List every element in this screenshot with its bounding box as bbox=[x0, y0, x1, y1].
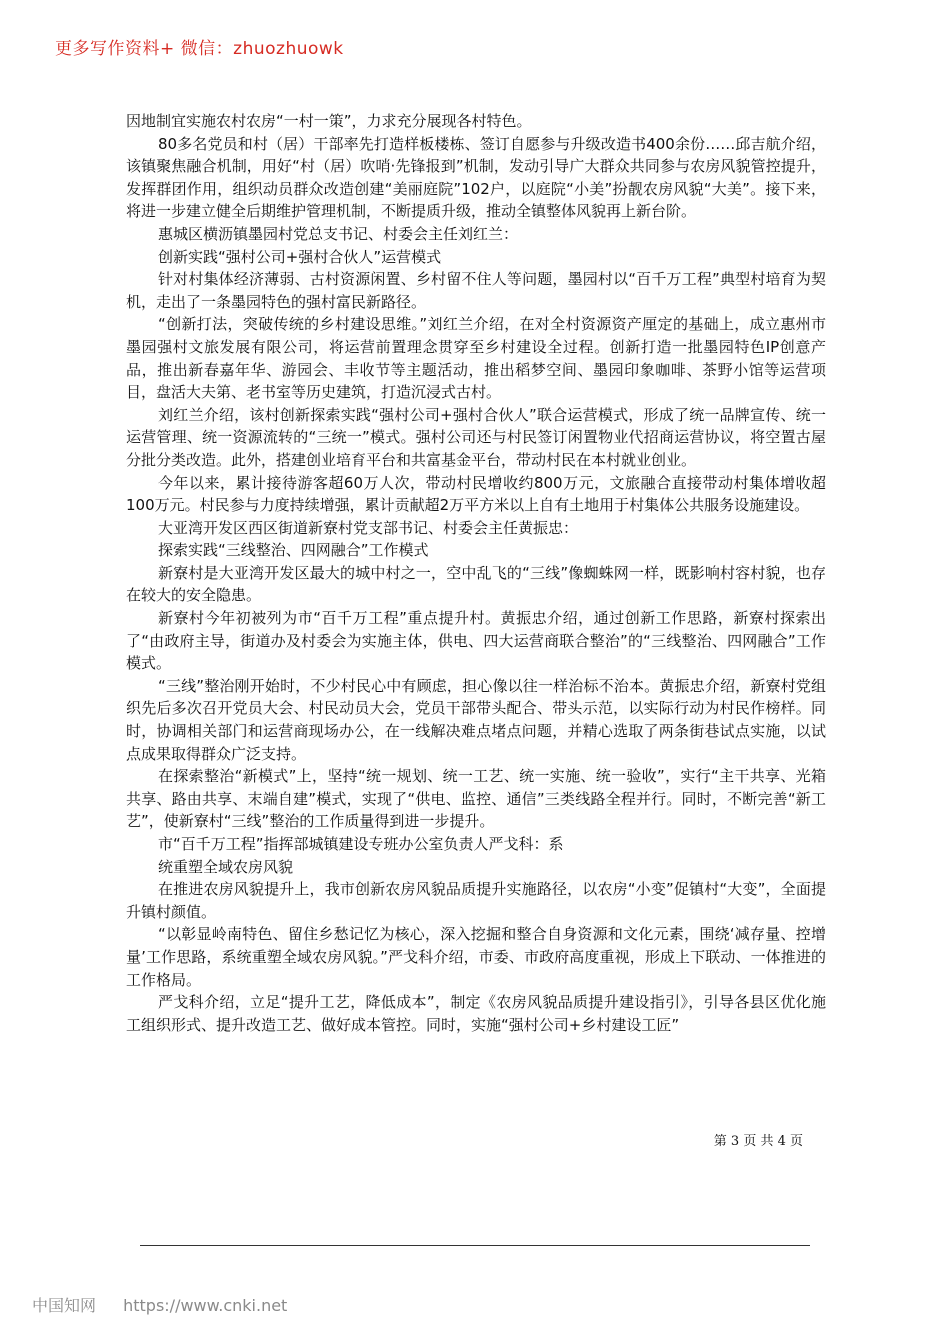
paragraph: 今年以来，累计接待游客超60万人次，带动村民增收约800万元，文旅融合直接带动村集体增收超100万元。村民参与力度持续增强，累计贡献超2万平方米以上自有土地用于村集体公共服务设施建设。 bbox=[126, 473, 826, 515]
section-heading: 创新实践“强村公司+强村合伙人”运营模式 bbox=[158, 247, 442, 266]
paragraph: 80多名党员和村（居）干部率先打造样板楼栋、签订自愿参与升级改造书400余份……邱吉航介绍，该镇聚焦融合机制，用好“村（居）吹哨·先锋报到”机制，发动引导广大群众共同参与农房风貌管控提升，发挥群团作用，组织动员群众改造创建“美丽庭院”102户，以庭院“小美”扮靓农房风貌“大美”。接下来，将进一步建立健全后期维护管理机制，不断提质升级，推动全镇整体风貌再上新台阶。 bbox=[126, 134, 826, 221]
section-heading: 统重塑全域农房风貌 bbox=[158, 857, 294, 876]
paragraph: 针对村集体经济薄弱、古村资源闲置、乡村留不住人等问题，墨园村以“百千万工程”典型村培育为契机，走出了一条墨园特色的强村富民新路径。 bbox=[126, 270, 826, 311]
paragraph: 在推进农房风貌提升上，我市创新农房风貌品质提升实施路径，以农房“小变”促镇村“大变”，全面提升镇村颜值。 bbox=[126, 880, 826, 921]
footer-site-name: 中国知网 bbox=[32, 1296, 97, 1315]
speaker-line: 惠城区横沥镇墨园村党总支书记、村委会主任刘红兰： bbox=[158, 224, 519, 243]
speaker-line: 大亚湾开发区西区街道新寮村党支部书记、村委会主任黄振忠： bbox=[158, 518, 579, 537]
page-number: 第 3 页 共 4 页 bbox=[713, 1134, 803, 1149]
paragraph: “创新打法，突破传统的乡村建设思维。”刘红兰介绍，在对全村资源资产厘定的基础上，成立惠州市墨园强村文旅发展有限公司，将运营前置理念贯穿至乡村建设全过程。创新打造一批墨园特色IP创意产品，推出新春嘉年华、游园会、丰收节等主题活动，推出稻梦空间、墨园印象咖啡、茶野小馆等运营项目，盘活大夫第、老书室等历史建筑，打造沉浸式古村。 bbox=[126, 315, 826, 402]
paragraph: 在探索整治“新模式”上，坚持“统一规划、统一工艺、统一实施、统一验收”，实行“主干共享、光箱共享、路由共享、末端自建”模式，实现了“供电、监控、通信”三类线路全程并行。同时，不断完善“新工艺”，使新寮村“三线”整治的工作质量得到进一步提升。 bbox=[126, 767, 826, 831]
paragraph: 新寮村是大亚湾开发区最大的城中村之一，空中乱飞的“三线”像蜘蛛网一样，既影响村容村貌，也存在较大的安全隐患。 bbox=[126, 563, 826, 605]
footer-url[interactable]: https://www.cnki.net bbox=[123, 1296, 288, 1315]
section-heading: 探索实践“三线整治、四网融合”工作模式 bbox=[158, 541, 429, 560]
speaker-line: 市“百千万工程”指挥部城镇建设专班办公室负责人严戈科：系 bbox=[158, 835, 564, 853]
article-body bbox=[126, 110, 826, 1036]
paragraph: “三线”整治刚开始时，不少村民心中有顾虑，担心像以往一样治标不治本。黄振忠介绍，新寮村党组织先后多次召开党员大会、村民动员大会，党员干部带头配合、带头示范，以实际行动为村民作榜样。同时，协调相关部门和运营商现场办公，在一线解决难点堵点问题，并精心选取了两条街巷试点实施，以试点成果取得群众广泛支持。 bbox=[126, 676, 826, 763]
paragraph: 严戈科介绍，立足“提升工艺，降低成本”，制定《农房风貌品质提升建设指引》，引导各县区优化施工组织形式、提升改造工艺、做好成本管控。同时，实施“强村公司+乡村建设工匠” bbox=[126, 993, 826, 1034]
paragraph: 刘红兰介绍，该村创新探索实践“强村公司+强村合伙人”联合运营模式，形成了统一品牌宣传、统一运营管理、统一资源流转的“三统一”模式。强村公司还与村民签订闲置物业代招商运营协议，将空置古屋分批分类改造。此外，搭建创业培育平台和共富基金平台，带动村民在本村就业创业。 bbox=[126, 405, 826, 469]
promo-banner: 更多写作资料+ 微信：zhuozhuowk bbox=[55, 39, 344, 59]
paragraph: 因地制宜实施农村农房“一村一策”，力求充分展现各村特色。 bbox=[126, 112, 532, 130]
paragraph: 新寮村今年初被列为市“百千万工程”重点提升村。黄振忠介绍，通过创新工作思路，新寮村探索出了“由政府主导，街道办及村委会为实施主体，供电、四大运营商联合整治”的“三线整治、四网融合”工作模式。 bbox=[126, 609, 826, 673]
paragraph: “以彰显岭南特色、留住乡愁记忆为核心，深入挖掘和整合自身资源和文化元素，围绕‘减存量、控增量’工作思路，系统重塑全域农房风貌。”严戈科介绍，市委、市政府高度重视，形成上下联动、一体推进的工作格局。 bbox=[126, 925, 826, 989]
footer-divider bbox=[140, 1245, 810, 1246]
footer bbox=[32, 1293, 287, 1316]
